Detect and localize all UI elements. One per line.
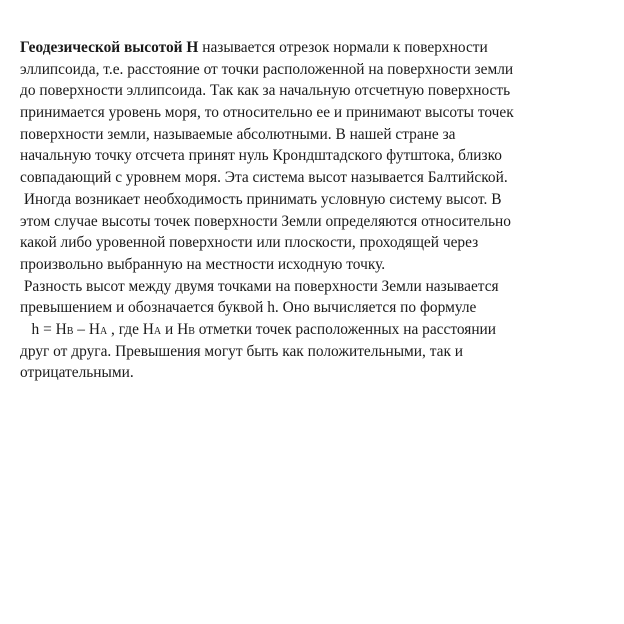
formula-tail: отметки точек расположенных на расстоянии (194, 320, 497, 338)
paragraph-1-line: до поверхности эллипсоида. Так как за начальную отсчетную поверхность (20, 82, 511, 100)
formula-sub-b2: В (188, 325, 195, 337)
formula-sub-a: А (99, 325, 108, 337)
paragraph-2-line: какой либо уровенной поверхности или плоскости, проходящей через (20, 234, 479, 252)
formula-mid: , где (107, 320, 143, 338)
paragraph-2-line: Иногда возникает необходимость принимать условную систему высот. В (20, 190, 502, 208)
paragraph-2-line: этом случае высоты точек поверхности Земли определяются относительно (20, 212, 511, 230)
document-text (20, 37, 610, 384)
formula-and: и (161, 320, 178, 338)
paragraph-3-line: отрицательными. (20, 364, 134, 382)
paragraph-1-line: эллипсоида, т.е. расстояние от точки расположенной на поверхности земли (20, 60, 514, 78)
paragraph-2-line: произвольно выбранную на местности исходную точку. (20, 255, 386, 273)
formula-lead: h = (20, 320, 56, 338)
formula-h-b2: Н (177, 320, 189, 338)
definition-text: называется отрезок нормали к поверхности (198, 39, 488, 56)
paragraph-1-line: поверхности земли, называемые абсолютными. В нашей стране за (20, 125, 456, 143)
formula-line (20, 319, 610, 341)
formula-h-a2: Н (142, 320, 154, 338)
paragraph-3-line: Разность высот между двумя точками на поверхности Земли называется (20, 277, 499, 295)
paragraph-3-line: друг от друга. Превышения могут быть как положительными, так и (20, 342, 464, 360)
paragraph-1-line: совпадающий с уровнем моря. Эта система высот называется Балтийской. (20, 169, 508, 187)
definition-term: Геодезической высотой Н (20, 39, 199, 56)
formula-sub-a2: А (153, 325, 162, 337)
formula-minus: – (73, 320, 89, 338)
formula-h-b: Н (55, 320, 67, 338)
paragraph-1-line: начальную точку отсчета принят нуль Крондштадского футштока, близко (20, 147, 502, 165)
formula-h-a: Н (88, 320, 100, 338)
paragraph-1-line: принимается уровень моря, то относительно ее и принимают высоты точек (20, 104, 514, 122)
paragraph-3-line: превышением и обозначается буквой h. Оно вычисляется по формуле (20, 299, 477, 317)
paragraph-1-line-1 (20, 37, 610, 59)
formula-sub-b: В (66, 325, 74, 337)
